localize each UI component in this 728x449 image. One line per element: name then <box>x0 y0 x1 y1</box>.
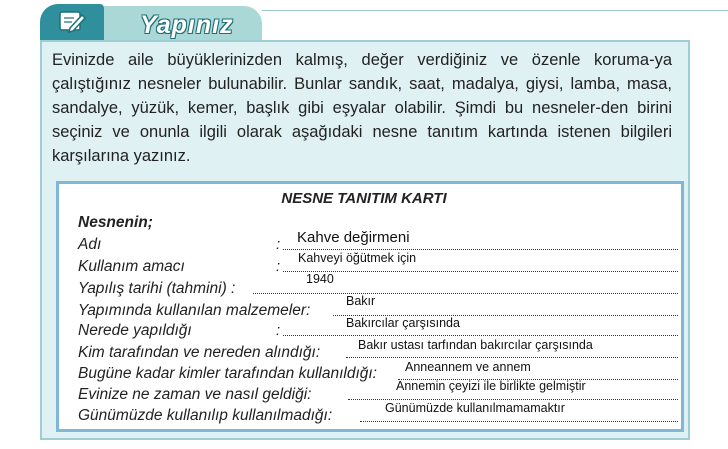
field-label-current-use: Günümüzde kullanılıp kullanılmadığı: <box>78 407 333 424</box>
field-label-users: Bugüne kadar kimler tarafından kullanıldığı: <box>78 365 377 382</box>
intro-paragraph: Evinizde aile büyüklerinizden kalmış, değer verdiğiniz ve özenle koruma-ya çalıştığınız nesneler bulunabilir. Bunlar sandık, saat, madalya, giysi, lamba, masa, sandalye, yüzük, kemer, başlık gibi eşyalar olabilir. Şimdi bu nesneler-den birini seçiniz ve onunla ilgili olarak aşağıdaki nesne tanıtım kartında istenen bilgileri karşılarına yazınız. <box>52 51 672 165</box>
field-label-source: Kim tarafından ve nereden alındığı: <box>78 344 321 361</box>
field-value-materials[interactable]: Bakır <box>346 294 376 308</box>
field-label-arrival: Evinize ne zaman ve nasıl geldiği: <box>78 386 312 403</box>
field-label-place: Nerede yapıldığı <box>78 322 192 339</box>
header-icon-tab <box>40 4 104 42</box>
field-value-name[interactable]: Kahve değirmeni <box>297 229 410 246</box>
field-line-date <box>253 293 678 294</box>
field-value-users[interactable]: Anneannem ve annem <box>405 360 531 374</box>
field-line-purpose <box>283 271 678 272</box>
field-line-current-use <box>360 421 678 422</box>
field-label-name: Adı <box>78 236 102 253</box>
card-subtitle: Nesnenin; <box>78 214 153 231</box>
section-title: Yapınız <box>140 11 234 39</box>
field-value-place[interactable]: Bakırcılar çarşısında <box>346 316 460 330</box>
field-label-materials: Yapımında kullanılan malzemeler: <box>78 302 311 319</box>
card-title: NESNE TANITIM KARTI <box>281 190 447 207</box>
field-colon-purpose: : <box>276 258 281 275</box>
field-line-name <box>283 249 678 250</box>
field-value-source[interactable]: Bakır ustası tarfından bakırcılar çarşısında <box>358 338 593 352</box>
field-label-date: Yapılış tarihi (tahmini) : <box>78 280 236 297</box>
field-label-purpose: Kullanım amacı <box>78 258 185 275</box>
field-line-place <box>283 335 678 336</box>
pencil-note-icon <box>58 10 86 34</box>
field-colon-name: : <box>276 236 281 253</box>
field-value-arrival[interactable]: Annemin çeyizi ile birlikte gelmiştir <box>396 379 586 393</box>
field-value-current-use[interactable]: Günümüzde kullanılmamamaktır <box>385 401 565 415</box>
top-rule <box>262 10 728 11</box>
field-value-purpose[interactable]: Kahveyi öğütmek için <box>298 251 417 265</box>
field-line-source <box>346 357 678 358</box>
field-line-arrival <box>348 399 678 400</box>
header-title-tab <box>104 6 262 42</box>
field-value-date[interactable]: 1940 <box>306 272 334 286</box>
field-colon-place: : <box>276 322 281 339</box>
